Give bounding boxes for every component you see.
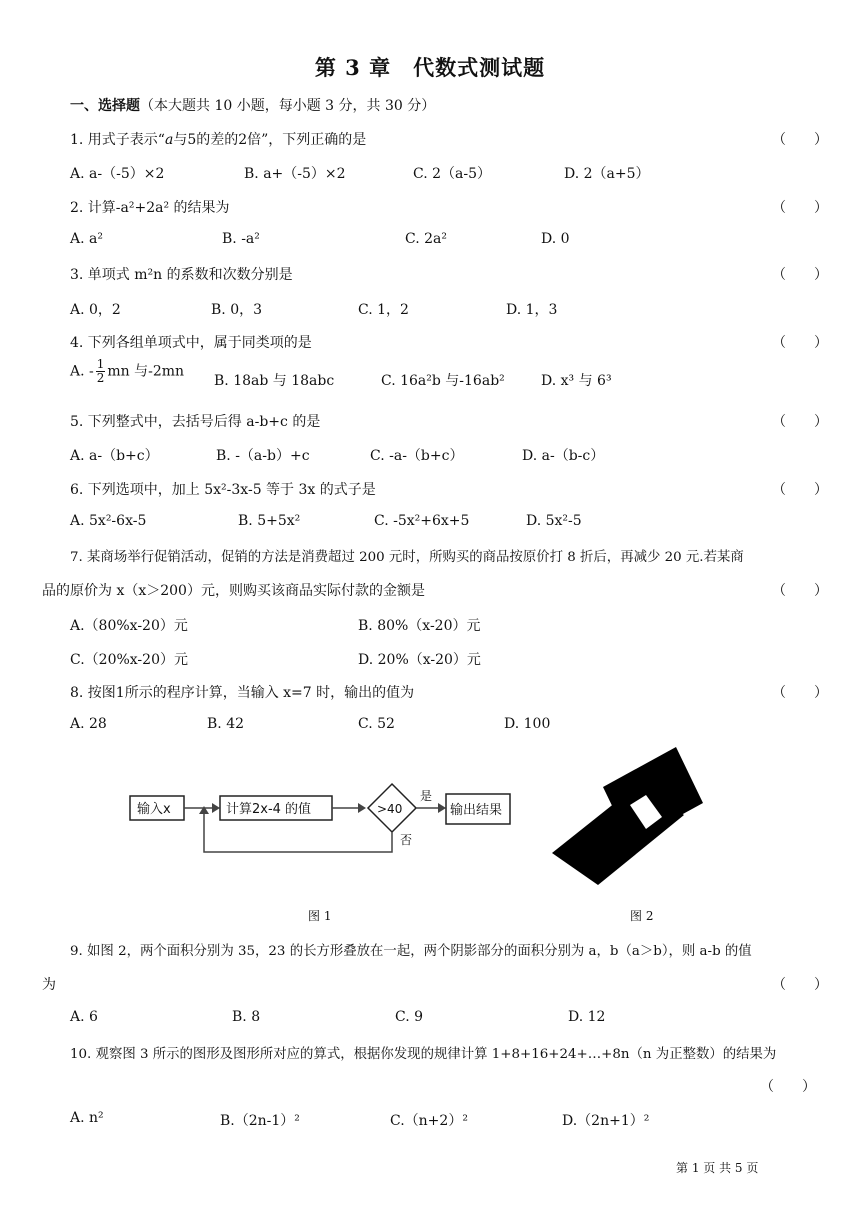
q7-option-b: B. 80%（x-20）元 <box>358 618 481 634</box>
flow-condition-label: >40 <box>377 802 403 816</box>
section-heading: 一、选择题 <box>70 98 140 114</box>
q2-option-c: C. 2a² <box>405 231 447 247</box>
q7-answer-paren[interactable]: （ ） <box>772 583 828 599</box>
q3-option-c: C. 1，2 <box>358 302 409 318</box>
q1-option-a: A. a-（-5）×2 <box>70 166 165 182</box>
q9-option-b: B. 8 <box>232 1009 261 1025</box>
flow-compute-label: 计算2x-4 的值 <box>226 802 312 817</box>
q10-answer-paren[interactable]: （ ） <box>760 1079 816 1095</box>
q10-option-a: A. n² <box>70 1110 104 1126</box>
question-2-stem: 2. 计算-a²+2a² 的结果为 <box>70 200 230 216</box>
q3-option-b: B. 0，3 <box>211 302 263 318</box>
question-6-stem: 6. 下列选项中，加上 5x²-3x-5 等于 3x 的式子是 <box>70 482 376 498</box>
question-10-line-1: 10. 观察图 3 所示的图形及图形所对应的算式，根据你发现的规律计算 1+8+16+24+…+8n（n 为正整数）的结果为 <box>70 1047 777 1062</box>
fraction-one-half <box>96 358 106 385</box>
section-header <box>70 95 435 115</box>
q1-option-d: D. 2（a+5） <box>564 166 650 182</box>
q1-stem-var: a <box>164 132 174 148</box>
q1-answer-paren[interactable]: （ ） <box>772 132 828 148</box>
page-footer: 第 1 页 共 5 页 <box>676 1161 759 1175</box>
question-9-line-1: 9. 如图 2，两个面积分别为 35，23 的长方形叠放在一起，两个阴影部分的面积分别为 a，b（a＞b），则 a-b 的值 <box>70 944 752 959</box>
figure-1-flowchart <box>120 770 520 860</box>
flow-yes-label: 是 <box>420 789 433 803</box>
q9-option-d: D. 12 <box>568 1009 606 1025</box>
q8-answer-paren[interactable]: （ ） <box>772 685 828 701</box>
q8-option-b: B. 42 <box>207 716 245 732</box>
flow-output-label: 输出结果 <box>450 803 503 818</box>
q5-option-c: C. -a-（b+c） <box>370 448 464 464</box>
q4-option-a-prefix: A. - <box>70 363 94 380</box>
q1-option-c: C. 2（a-5） <box>413 166 492 182</box>
q6-answer-paren[interactable]: （ ） <box>772 482 828 498</box>
question-8-stem: 8. 按图1所示的程序计算，当输入 x=7 时，输出的值为 <box>70 685 415 701</box>
q9-option-a: A. 6 <box>70 1009 98 1025</box>
q10-option-c: C.（n+2）² <box>390 1113 468 1129</box>
q3-option-d: D. 1，3 <box>506 302 558 318</box>
fraction-denominator: 2 <box>96 371 105 385</box>
page-title: 第 3 章 代数式测试题 <box>314 55 546 80</box>
q2-option-b: B. -a² <box>222 231 260 247</box>
figure-1-caption: 图 1 <box>308 909 332 923</box>
q8-option-c: C. 52 <box>358 716 395 732</box>
q10-option-b: B.（2n-1）² <box>220 1113 300 1129</box>
q4-option-a <box>70 358 184 385</box>
flow-no-label: 否 <box>400 833 413 847</box>
question-3-stem: 3. 单项式 m²n 的系数和次数分别是 <box>70 267 293 283</box>
q4-answer-paren[interactable]: （ ） <box>772 335 828 351</box>
q6-option-a: A. 5x²-6x-5 <box>70 513 147 529</box>
q4-option-d: D. x³ 与 6³ <box>541 373 612 389</box>
question-7-line-1: 7. 某商场举行促销活动，促销的方法是消费超过 200 元时，所购买的商品按原价打 8 折后，再减少 20 元.若某商 <box>70 550 744 565</box>
q10-option-d: D.（2n+1）² <box>562 1113 650 1129</box>
q8-option-a: A. 28 <box>70 716 107 732</box>
question-1-stem <box>70 129 366 149</box>
q1-stem-post: 与5的差的2倍”，下列正确的是 <box>173 132 367 148</box>
question-9-line-2: 为 <box>42 977 56 993</box>
q9-answer-paren[interactable]: （ ） <box>772 977 828 993</box>
figure-2-rectangles <box>548 745 728 890</box>
flow-arrowhead-2 <box>358 803 366 813</box>
q4-option-b: B. 18ab 与 18abc <box>214 373 335 389</box>
q5-option-d: D. a-（b-c） <box>522 448 605 464</box>
q2-answer-paren[interactable]: （ ） <box>772 200 828 216</box>
q4-option-a-text: mn 与-2mn <box>107 363 185 380</box>
question-7-line-2: 品的原价为 x（x＞200）元，则购买该商品实际付款的金额是 <box>42 583 425 599</box>
flow-input-label: 输入x <box>137 802 171 817</box>
q7-option-c: C.（20%x-20）元 <box>70 652 188 668</box>
fraction-numerator: 1 <box>96 357 105 371</box>
flow-arrowhead-yes <box>438 803 446 813</box>
q2-option-a: A. a² <box>70 231 103 247</box>
q5-option-b: B. -（a-b）+c <box>216 448 310 464</box>
q3-option-a: A. 0，2 <box>70 302 121 318</box>
q8-option-d: D. 100 <box>504 716 551 732</box>
q4-option-c: C. 16a²b 与-16ab² <box>381 373 505 389</box>
q1-option-b: B. a+（-5）×2 <box>244 166 346 182</box>
q6-option-b: B. 5+5x² <box>238 513 301 529</box>
flow-loop-arrowhead <box>199 806 209 814</box>
q6-option-d: D. 5x²-5 <box>526 513 582 529</box>
q5-option-a: A. a-（b+c） <box>70 448 159 464</box>
q1-stem-pre: 1. 用式子表示“ <box>70 132 165 148</box>
flow-arrowhead-1 <box>212 803 220 813</box>
q7-option-d: D. 20%（x-20）元 <box>358 652 481 668</box>
q2-option-d: D. 0 <box>541 231 570 247</box>
question-4-stem: 4. 下列各组单项式中，属于同类项的是 <box>70 335 312 351</box>
q7-option-a: A.（80%x-20）元 <box>70 618 188 634</box>
question-5-stem: 5. 下列整式中，去括号后得 a-b+c 的是 <box>70 414 321 430</box>
section-note: （本大题共 10 小题，每小题 3 分，共 30 分） <box>140 98 436 114</box>
figure-2-caption: 图 2 <box>630 909 654 923</box>
q9-option-c: C. 9 <box>395 1009 424 1025</box>
q6-option-c: C. -5x²+6x+5 <box>374 513 470 529</box>
q5-answer-paren[interactable]: （ ） <box>772 414 828 430</box>
q3-answer-paren[interactable]: （ ） <box>772 267 828 283</box>
